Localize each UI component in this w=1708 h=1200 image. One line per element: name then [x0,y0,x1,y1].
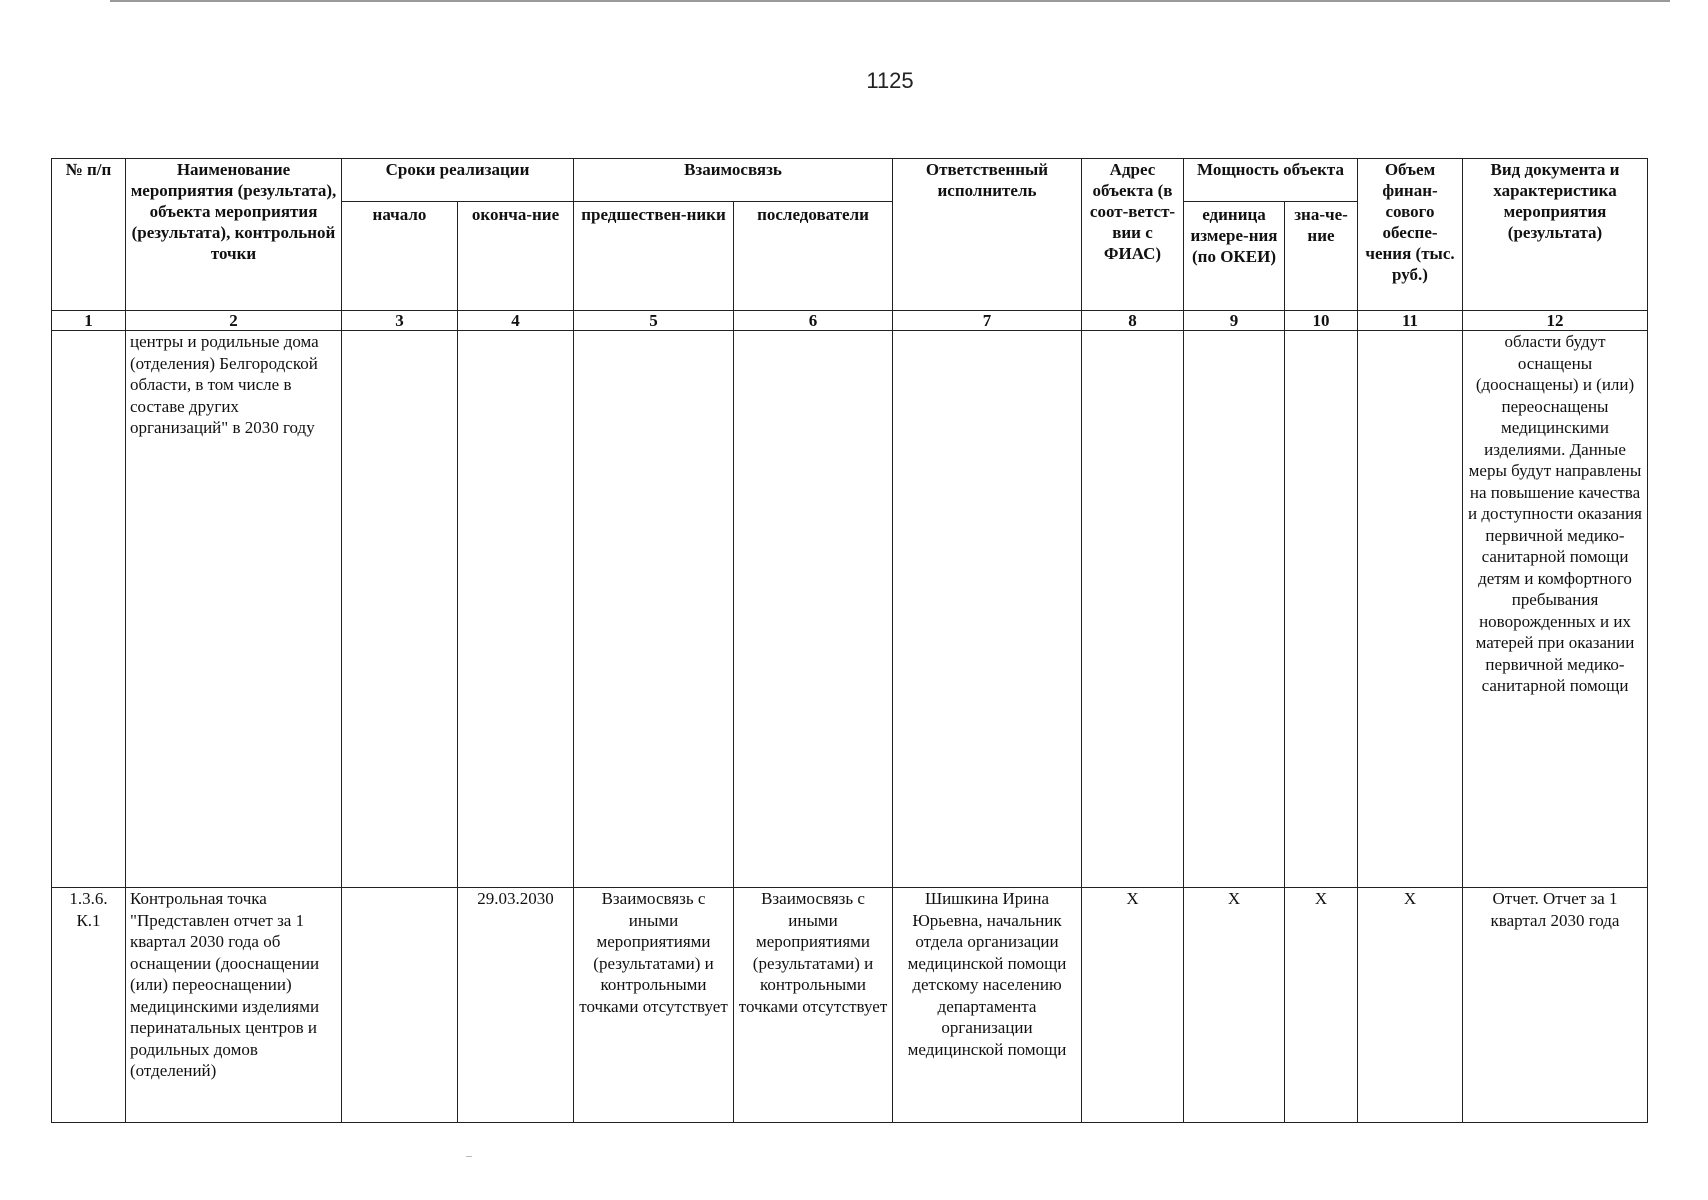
row-name-cell: центры и родильные дома (отделения) Белгородской области, в том числе в составе других организаций" в 2030 году [126,331,342,888]
row-document-cell: Отчет. Отчет за 1 квартал 2030 года [1463,888,1648,1123]
row-finance-cell: Х [1358,888,1463,1123]
row-start-cell [342,331,458,888]
header-terms: Сроки реализации [342,159,574,202]
column-number: 4 [458,311,574,331]
column-number: 12 [1463,311,1648,331]
row-start-cell [342,888,458,1123]
row-address-cell: Х [1082,888,1184,1123]
row-end-cell [458,331,574,888]
header-start: начало [342,202,458,311]
row-num-cell [52,331,126,888]
column-numbers-row [52,311,1648,331]
header-row-1 [52,159,1648,202]
header-name: Наименование мероприятия (результата), объекта мероприятия (результата), контрольной точки [126,159,342,311]
table-row [52,331,1648,888]
row-predecessors-cell: Взаимосвязь с иными мероприятиями (результатами) и контрольными точками отсутствует [574,888,734,1123]
row-name-cell: Контрольная точка "Представлен отчет за 1 квартал 2030 года об оснащении (дооснащении (или) переоснащении) медицинскими изделиями перинатальных центров и родильных домов (отделений) [126,888,342,1123]
top-rule [110,0,1670,2]
row-unit-cell [1184,331,1285,888]
row-value-cell: Х [1285,888,1358,1123]
header-successors: последователи [734,202,893,311]
header-link: Взаимосвязь [574,159,893,202]
header-end: оконча-ние [458,202,574,311]
page-number: 1125 [866,68,914,93]
column-number: 1 [52,311,126,331]
scan-mark [466,1156,472,1157]
header-unit: единица измере-ния (по ОКЕИ) [1184,202,1285,311]
row-finance-cell [1358,331,1463,888]
header-num: № п/п [52,159,126,311]
header-responsible: Ответственный исполнитель [893,159,1082,311]
header-address: Адрес объекта (в соот-ветст-вии с ФИАС) [1082,159,1184,311]
row-address-cell [1082,331,1184,888]
table-row [52,888,1648,1123]
column-number: 11 [1358,311,1463,331]
header-document: Вид документа и характеристика мероприятия (результата) [1463,159,1648,311]
column-number: 10 [1285,311,1358,331]
column-number: 3 [342,311,458,331]
column-number: 8 [1082,311,1184,331]
column-number: 5 [574,311,734,331]
header-value: зна-че-ние [1285,202,1358,311]
row-num-cell: 1.3.6. К.1 [52,888,126,1123]
row-responsible-cell [893,331,1082,888]
row-value-cell [1285,331,1358,888]
row-responsible-cell: Шишкина Ирина Юрьевна, начальник отдела организации медицинской помощи детскому населению департамента организации медицинской помощи [893,888,1082,1123]
column-number: 7 [893,311,1082,331]
row-predecessors-cell [574,331,734,888]
row-end-cell: 29.03.2030 [458,888,574,1123]
plan-table [51,158,1648,1123]
row-successors-cell [734,331,893,888]
header-power: Мощность объекта [1184,159,1358,202]
column-number: 6 [734,311,893,331]
header-predecessors: предшествен-ники [574,202,734,311]
row-successors-cell: Взаимосвязь с иными мероприятиями (результатами) и контрольными точками отсутствует [734,888,893,1123]
column-number: 2 [126,311,342,331]
row-unit-cell: Х [1184,888,1285,1123]
column-number: 9 [1184,311,1285,331]
header-finance: Объем финан-сового обеспе-чения (тыс. руб.) [1358,159,1463,311]
row-document-cell: области будут оснащены (дооснащены) и (или) переоснащены медицинскими изделиями. Данные меры будут направлены на повышение качества и доступности оказания первичной медико-санитарной помощи детям и комфортного пребывания новорожденных и их матерей при оказании первичной медико-санитарной помощи [1463,331,1648,888]
